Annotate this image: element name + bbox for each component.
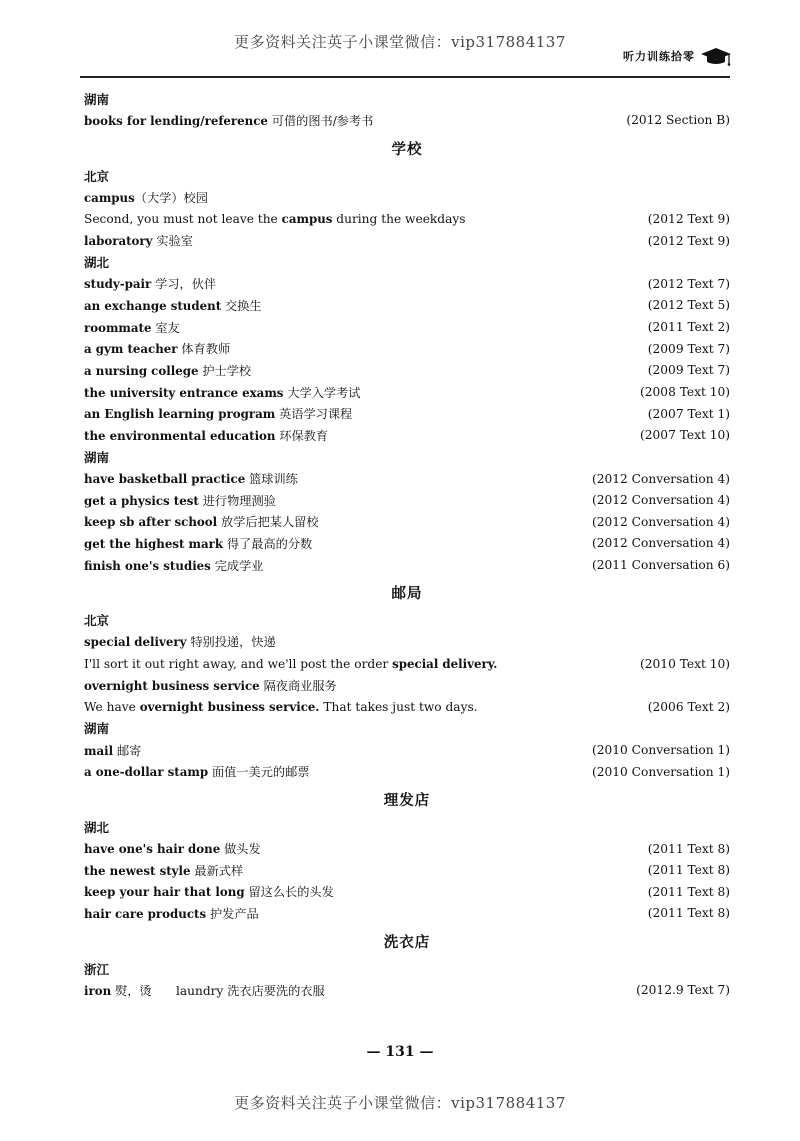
entry-gloss: 熨，烫 laundry 洗衣店要洗的衣服 — [111, 983, 325, 998]
entry-source: (2011 Text 2) — [647, 320, 730, 335]
entry-text — [84, 384, 360, 401]
entry-term: iron — [84, 983, 112, 998]
entry-gloss: 护士学校 — [198, 363, 252, 378]
entry-term: overnight business service. — [139, 699, 320, 714]
entry-term: campus — [281, 211, 333, 226]
entry-text — [84, 883, 334, 900]
entry-text — [84, 319, 180, 336]
vocabulary-list — [84, 88, 730, 1001]
entry-gloss: 做头发 — [220, 842, 261, 857]
entry-gloss: 篮球训练 — [245, 472, 298, 487]
entry-term: a one-dollar stamp — [84, 765, 209, 780]
vocab-entry — [84, 554, 730, 576]
vocab-entry — [84, 653, 730, 675]
entry-source: (2012 Text 9) — [647, 233, 730, 248]
section-heading: 洗衣店 — [383, 933, 431, 951]
entry-text — [84, 862, 243, 879]
section-heading: 理发店 — [383, 791, 431, 809]
entry-gloss: 放学后把某人留校 — [217, 515, 319, 530]
entry-term: have one's hair done — [84, 842, 221, 857]
entry-source: (2007 Text 10) — [640, 428, 730, 443]
entry-source: (2011 Text 8) — [647, 884, 730, 899]
page-number: — 131 — — [366, 1044, 434, 1060]
entry-gloss: Second, you must not leave the — [84, 211, 282, 226]
entry-source: (2012 Conversation 4) — [592, 471, 730, 486]
entry-term: special delivery. — [392, 656, 498, 671]
entry-term: the newest style — [84, 863, 191, 878]
region-heading — [84, 165, 730, 187]
vocab-entry — [84, 381, 730, 403]
entry-text — [84, 232, 193, 249]
entry-term: keep sb after school — [84, 515, 218, 530]
vocab-entry — [84, 903, 730, 925]
vocab-entry — [84, 979, 730, 1001]
entry-term: hair care products — [84, 906, 207, 921]
vocab-entry — [84, 838, 730, 860]
vocab-entry — [84, 511, 730, 533]
entry-text — [84, 212, 466, 226]
entry-gloss: during the weekdays — [332, 211, 466, 226]
region-heading — [84, 816, 730, 838]
vocab-entry — [84, 468, 730, 490]
entry-gloss: 学习，伙伴 — [151, 277, 217, 292]
vocab-entry — [84, 424, 730, 446]
entry-text — [84, 763, 309, 780]
vocab-entry — [84, 360, 730, 382]
section-heading: 邮局 — [391, 585, 423, 603]
entry-text — [84, 700, 478, 714]
vocab-entry — [84, 761, 730, 783]
entry-source: (2011 Text 8) — [647, 841, 730, 856]
entry-gloss: 环保教育 — [275, 428, 329, 443]
entry-source: (2010 Conversation 1) — [592, 764, 730, 779]
region-heading — [84, 958, 730, 980]
region-label: 湖南 — [84, 91, 110, 107]
entry-text — [84, 982, 325, 999]
entry-term: laboratory — [84, 234, 153, 249]
entry-term: study-pair — [84, 277, 152, 292]
entry-source: (2011 Text 8) — [647, 906, 730, 921]
vocab-entry — [84, 674, 730, 696]
entry-source: (2008 Text 10) — [640, 385, 730, 399]
entry-gloss: 完成学业 — [210, 558, 264, 573]
entry-text — [84, 362, 251, 379]
entry-source: (2012 Conversation 4) — [592, 493, 730, 508]
entry-source: (2012 Text 7) — [647, 276, 730, 291]
entry-gloss: That takes just two days. — [319, 699, 478, 714]
entry-text — [84, 557, 263, 574]
entry-source: (2012 Conversation 4) — [592, 514, 730, 529]
entry-gloss: 英语学习课程 — [275, 407, 353, 422]
entry-gloss: 交换生 — [221, 298, 262, 313]
entry-gloss: 进行物理测验 — [198, 493, 276, 508]
entry-term: an exchange student — [84, 298, 222, 313]
region-heading — [84, 446, 730, 468]
region-heading — [84, 251, 730, 273]
entry-gloss: 隔夜商业服务 — [259, 678, 337, 693]
vocab-entry — [84, 533, 730, 555]
entry-term: books for lending/reference — [84, 113, 268, 128]
watermark-top: 更多资料关注英子小课堂微信：vip317884137 — [234, 33, 566, 51]
entry-gloss: We have — [84, 699, 140, 714]
entry-text — [84, 840, 261, 857]
entry-text — [84, 633, 276, 650]
entry-text — [84, 189, 208, 206]
page-header — [608, 44, 733, 68]
entry-text — [84, 657, 497, 671]
vocab-entry — [84, 295, 730, 317]
entry-gloss: 面值一美元的邮票 — [208, 765, 310, 780]
entry-source: (2011 Conversation 6) — [592, 558, 730, 573]
entry-text — [84, 297, 262, 314]
entry-text — [84, 677, 337, 694]
entry-source: (2012 Text 9) — [647, 211, 730, 226]
entry-gloss: （大学）校园 — [134, 190, 208, 205]
header-title: 听力训练拾零 — [623, 50, 695, 63]
entry-text — [84, 492, 276, 509]
entry-term: a gym teacher — [84, 342, 178, 357]
entry-source: (2010 Text 10) — [640, 656, 730, 671]
vocab-entry — [84, 696, 730, 718]
entry-gloss: 得了最高的分数 — [223, 536, 313, 551]
vocab-entry — [84, 230, 730, 252]
entry-source: (2012.9 Text 7) — [636, 983, 730, 998]
vocab-entry — [84, 739, 730, 761]
entry-term: special delivery — [84, 635, 187, 650]
entry-term: a nursing college — [84, 363, 199, 378]
graduation-cap-icon — [699, 45, 733, 67]
entry-text — [84, 905, 259, 922]
entry-term: keep your hair that long — [84, 885, 245, 900]
entry-source: (2011 Text 8) — [647, 863, 730, 878]
vocab-entry — [84, 273, 730, 295]
entry-source: (2010 Conversation 1) — [592, 743, 730, 758]
entry-gloss: 室友 — [151, 320, 180, 335]
entry-term: the environmental education — [84, 428, 276, 443]
header-rule — [80, 76, 730, 78]
entry-gloss: 留这么长的头发 — [244, 885, 334, 900]
entry-gloss: 大学入学考试 — [283, 385, 361, 400]
entry-text — [84, 427, 328, 444]
vocab-entry — [84, 489, 730, 511]
vocab-entry — [84, 186, 730, 208]
entry-text — [84, 112, 373, 129]
entry-term: finish one's studies — [84, 558, 211, 573]
vocab-entry — [84, 316, 730, 338]
region-label: 北京 — [84, 168, 110, 184]
vocab-entry — [84, 338, 730, 360]
entry-term: roommate — [84, 320, 152, 335]
vocab-entry — [84, 631, 730, 653]
entry-source: (2012 Conversation 4) — [592, 536, 730, 551]
entry-source: (2012 Text 5) — [647, 298, 730, 313]
entry-text — [84, 405, 352, 422]
region-label: 湖南 — [84, 449, 110, 465]
entry-source: (2012 Section B) — [626, 113, 730, 128]
watermark-bottom: 更多资料关注英子小课堂微信：vip317884137 — [234, 1094, 566, 1112]
region-heading — [84, 718, 730, 740]
entry-term: overnight business service — [84, 678, 260, 693]
entry-term: an English learning program — [84, 407, 276, 422]
entry-gloss: 实验室 — [152, 234, 193, 249]
entry-text — [84, 275, 216, 292]
entry-gloss: 护发产品 — [206, 906, 259, 921]
entry-term: get the highest mark — [84, 536, 224, 551]
vocab-entry — [84, 881, 730, 903]
vocab-entry — [84, 403, 730, 425]
vocab-entry — [84, 110, 730, 132]
region-heading — [84, 88, 730, 110]
entry-text — [84, 535, 312, 552]
entry-gloss: 最新式样 — [190, 863, 244, 878]
entry-term: get a physics test — [84, 493, 199, 508]
entry-source: (2009 Text 7) — [647, 341, 730, 356]
entry-term: have basketball practice — [84, 472, 246, 487]
region-label: 浙江 — [84, 961, 110, 977]
entry-text — [84, 470, 298, 487]
entry-gloss: 体育教师 — [177, 342, 231, 357]
entry-gloss: 特别投递，快递 — [186, 635, 276, 650]
region-label: 湖北 — [84, 819, 110, 835]
entry-text — [84, 742, 141, 759]
region-label: 湖南 — [84, 721, 110, 737]
vocab-entry — [84, 208, 730, 230]
entry-gloss: I'll sort it out right away, and we'll post the order — [84, 656, 393, 671]
entry-gloss: 可借的图书/参考书 — [267, 113, 374, 128]
entry-source: (2009 Text 7) — [647, 363, 730, 378]
region-label: 北京 — [84, 613, 110, 629]
entry-term: the university entrance exams — [84, 385, 284, 400]
entry-source: (2007 Text 1) — [647, 406, 730, 421]
region-label: 湖北 — [84, 255, 110, 271]
vocab-entry — [84, 859, 730, 881]
section-heading: 学校 — [391, 140, 423, 158]
entry-term: campus — [84, 190, 135, 205]
entry-term: mail — [84, 743, 114, 758]
region-heading — [84, 609, 730, 631]
entry-gloss: 邮寄 — [113, 743, 142, 758]
entry-text — [84, 340, 230, 357]
entry-text — [84, 513, 319, 530]
entry-source: (2006 Text 2) — [647, 699, 730, 714]
